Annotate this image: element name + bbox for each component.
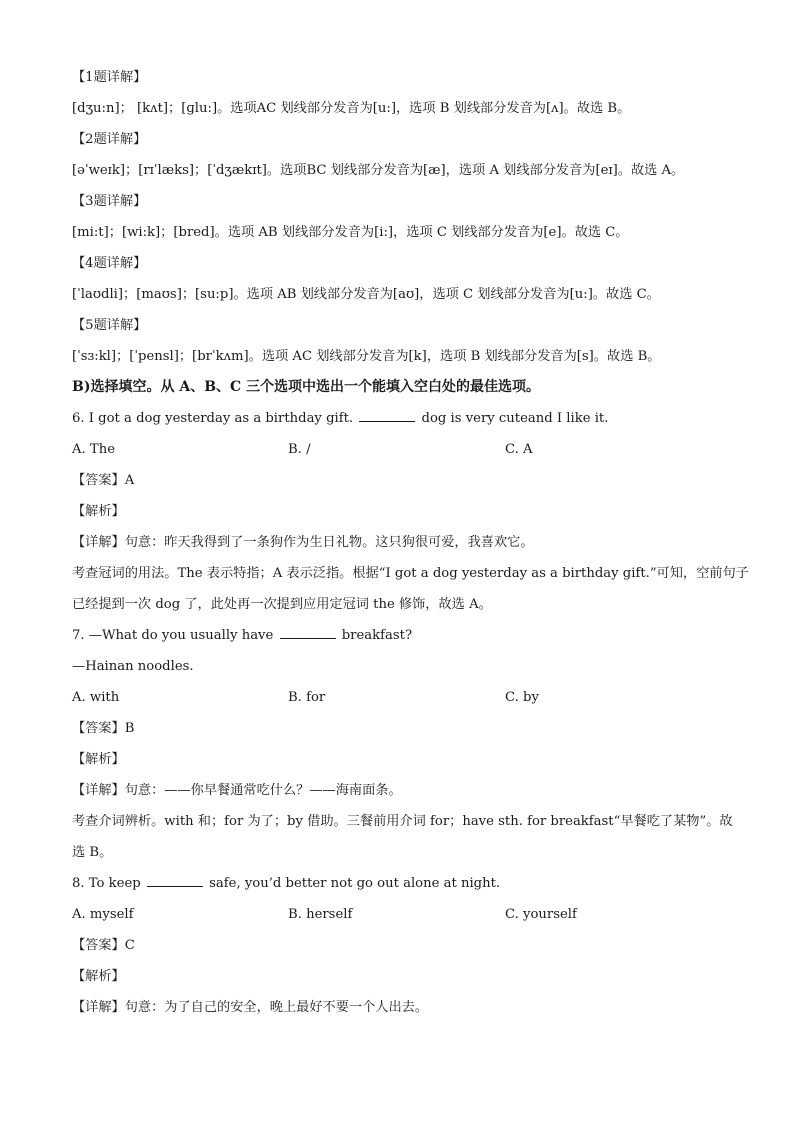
q6-text-after: dog is very cuteand I like it.: [421, 411, 609, 426]
q6-option-b: B. /: [288, 442, 311, 457]
q7-detail: 【详解】句意：——你早餐通常吃什么？——海南面条。: [72, 783, 402, 798]
q6-note-1: 考查冠词的用法。The 表示特指；A 表示泛指。根据“I got a dog yesterday as a birthday gift.”可知，空前句子: [72, 566, 749, 581]
q5-heading: 【5题详解】: [72, 318, 147, 333]
q7-text-before: 7. —What do you usually have: [72, 628, 274, 643]
q8-text-after: safe, you’d better not go out alone at night.: [209, 876, 501, 891]
q7-option-a: A. with: [72, 690, 120, 705]
q5-explanation: [ˈsɜ:kl]；[ˈpensl]；[brˈkʌm]。选项 AC 划线部分发音为[k]，选项 B 划线部分发音为[s]。故选 B。: [72, 349, 661, 364]
q4-explanation: [ˈlaʊdli]；[maʊs]；[su:p]。选项 AB 划线部分发音为[aʊ]，选项 C 划线部分发音为[u:]。故选 C。: [72, 287, 660, 302]
q1-explanation: [dʒu:n]； [kʌt]；[ɡlu:]。选项AC 划线部分发音为[u:]，选项 B 划线部分发音为[ʌ]。故选 B。: [72, 101, 631, 116]
q8-option-a: A. myself: [72, 907, 134, 922]
q6-analysis: 【解析】: [72, 504, 125, 519]
q7-option-c: C. by: [505, 690, 539, 705]
q6-note-2: 已经提到一次 dog 了，此处再一次提到应用定冠词 the 修饰，故选 A。: [72, 597, 492, 612]
q7-answer: 【答案】B: [72, 721, 135, 736]
q6-blank: [359, 409, 415, 422]
q3-heading: 【3题详解】: [72, 194, 147, 209]
q6-answer: 【答案】A: [72, 473, 135, 488]
q6-options: [72, 434, 732, 465]
q6-text-before: 6. I got a dog yesterday as a birthday gift.: [72, 411, 354, 426]
q6-question: [72, 403, 732, 434]
q8-options: [72, 899, 732, 930]
document-page: [72, 62, 749, 1023]
q7-option-b: B. for: [288, 690, 326, 705]
q7-reply: —Hainan noodles.: [72, 659, 194, 674]
q7-options: [72, 682, 732, 713]
q1-heading: 【1题详解】: [72, 70, 147, 85]
q7-analysis: 【解析】: [72, 752, 125, 767]
q6-option-c: C. A: [505, 442, 533, 457]
q7-text-after: breakfast?: [341, 628, 413, 643]
q8-blank: [147, 874, 203, 887]
q7-question: [72, 620, 732, 651]
q3-explanation: [mi:t]；[wi:k]；[bred]。选项 AB 划线部分发音为[i:]，选项 C 划线部分发音为[e]。故选 C。: [72, 225, 629, 240]
q8-option-c: C. yourself: [505, 907, 577, 922]
q8-question: [72, 868, 732, 899]
q8-answer: 【答案】C: [72, 938, 135, 953]
q2-heading: 【2题详解】: [72, 132, 147, 147]
section-b-title: B)选择填空。从 A、B、C 三个选项中选出一个能填入空白处的最佳选项。: [72, 379, 541, 395]
q6-detail: 【详解】句意：昨天我得到了一条狗作为生日礼物。这只狗很可爱，我喜欢它。: [72, 535, 534, 550]
q8-detail: 【详解】句意：为了自己的安全，晚上最好不要一个人出去。: [72, 1000, 429, 1015]
q7-note-1: 考查介词辨析。with 和；for 为了；by 借助。三餐前用介词 for；have sth. for breakfast“早餐吃了某物”。故: [72, 814, 733, 829]
q8-option-b: B. herself: [288, 907, 353, 922]
q7-note-2: 选 B。: [72, 845, 113, 860]
q4-heading: 【4题详解】: [72, 256, 147, 271]
q8-text-before: 8. To keep: [72, 876, 141, 891]
q7-blank: [280, 626, 336, 639]
q6-option-a: A. The: [72, 442, 116, 457]
q8-analysis: 【解析】: [72, 969, 125, 984]
q2-explanation: [əˈweɪk]；[rɪˈlæks]；[ˈdʒækɪt]。选项BC 划线部分发音为[æ]，选项 A 划线部分发音为[eɪ]。故选 A。: [72, 163, 685, 178]
